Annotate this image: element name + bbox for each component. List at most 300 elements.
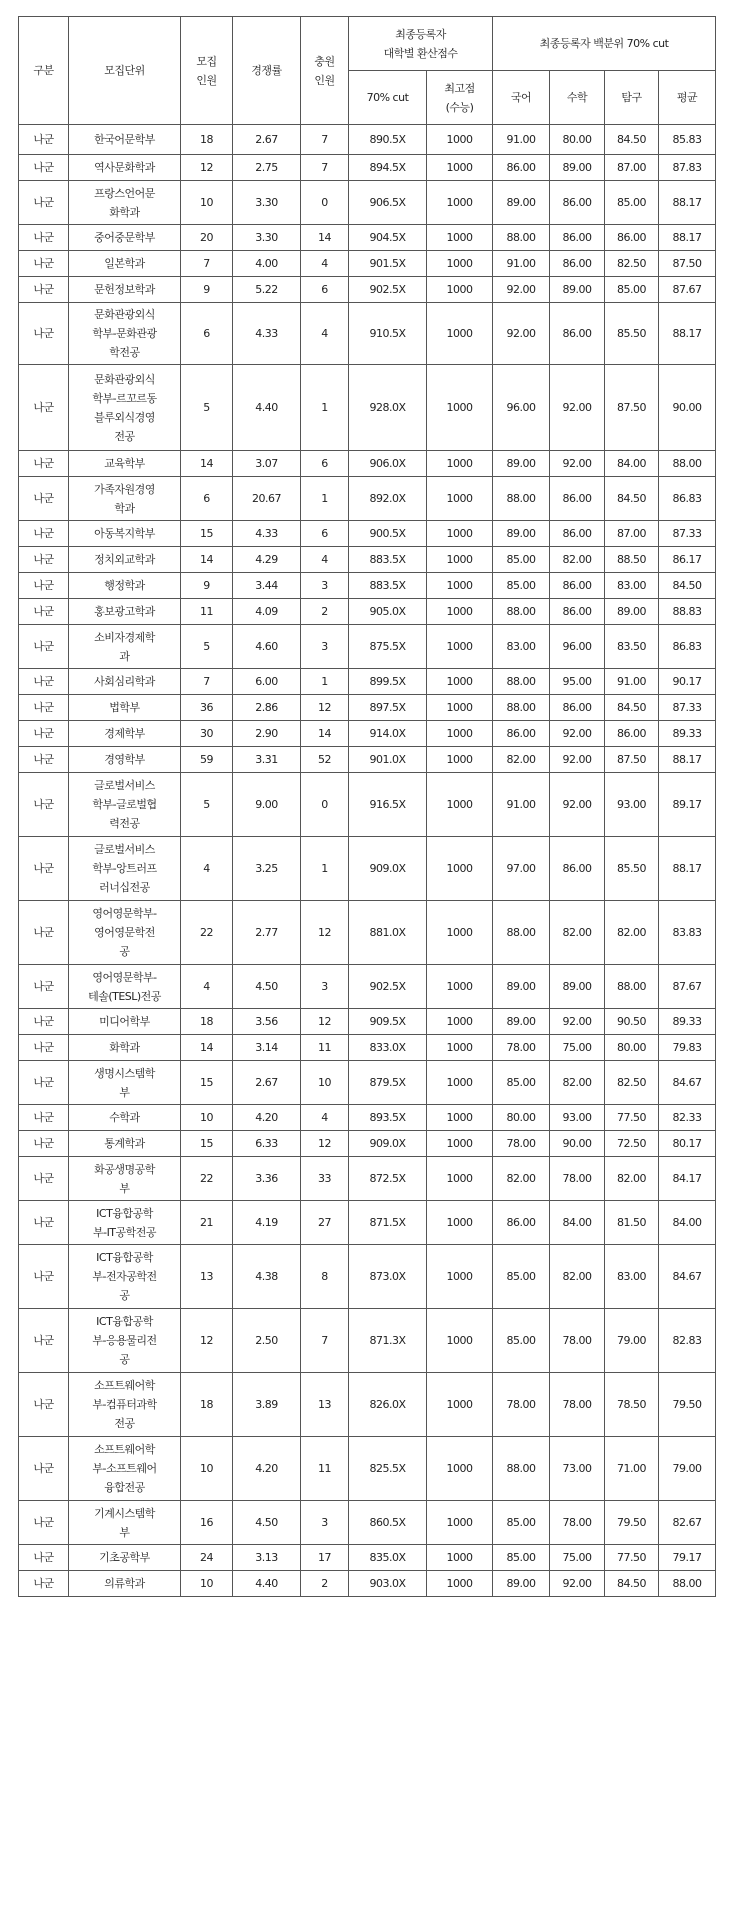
- cell-math: 95.00: [550, 669, 605, 695]
- cell-math: 86.00: [550, 695, 605, 721]
- cell-cut: 883.5X: [349, 547, 427, 573]
- table-row: [19, 599, 716, 625]
- cell-added: 6: [301, 521, 349, 547]
- cell-avg: 89.33: [659, 721, 716, 747]
- cell-added: 1: [301, 669, 349, 695]
- table-row: [19, 225, 716, 251]
- cell-quota: 10: [181, 1571, 233, 1597]
- cell-unit: 영어영문학부- 테솔(TESL)전공: [69, 965, 181, 1009]
- cell-kor: 82.00: [493, 747, 550, 773]
- cell-cut: 894.5X: [349, 155, 427, 181]
- cell-math: 73.00: [550, 1437, 605, 1501]
- cell-avg: 79.50: [659, 1373, 716, 1437]
- cell-math: 92.00: [550, 1571, 605, 1597]
- cell-group: 나군: [19, 599, 69, 625]
- cell-cut: 909.5X: [349, 1009, 427, 1035]
- cell-avg: 88.83: [659, 599, 716, 625]
- cell-unit: 소프트웨어학 부-컴퓨터과학 전공: [69, 1373, 181, 1437]
- cell-inq: 82.00: [605, 1157, 659, 1201]
- cell-cut: 901.0X: [349, 747, 427, 773]
- cell-max: 1000: [427, 1201, 493, 1245]
- cell-rate: 5.22: [233, 277, 301, 303]
- cell-math: 93.00: [550, 1105, 605, 1131]
- cell-avg: 88.00: [659, 1571, 716, 1597]
- cell-math: 78.00: [550, 1501, 605, 1545]
- cell-unit: 경제학부: [69, 721, 181, 747]
- cell-unit: 화공생명공학 부: [69, 1157, 181, 1201]
- cell-unit: 통계학과: [69, 1131, 181, 1157]
- cell-group: 나군: [19, 901, 69, 965]
- cell-rate: 4.60: [233, 625, 301, 669]
- cell-avg: 83.83: [659, 901, 716, 965]
- cell-group: 나군: [19, 1131, 69, 1157]
- cell-kor: 85.00: [493, 547, 550, 573]
- cell-quota: 15: [181, 1131, 233, 1157]
- cell-avg: 79.00: [659, 1437, 716, 1501]
- cell-unit: 가족자원경영 학과: [69, 477, 181, 521]
- cell-cut: 904.5X: [349, 225, 427, 251]
- cell-rate: 20.67: [233, 477, 301, 521]
- cell-quota: 18: [181, 1009, 233, 1035]
- cell-group: 나군: [19, 1157, 69, 1201]
- cell-added: 4: [301, 251, 349, 277]
- cell-added: 13: [301, 1373, 349, 1437]
- cell-kor: 89.00: [493, 1571, 550, 1597]
- cell-max: 1000: [427, 669, 493, 695]
- cell-quota: 59: [181, 747, 233, 773]
- cell-avg: 88.17: [659, 747, 716, 773]
- table-row: [19, 721, 716, 747]
- cell-cut: 879.5X: [349, 1061, 427, 1105]
- cell-math: 78.00: [550, 1157, 605, 1201]
- cell-added: 3: [301, 1501, 349, 1545]
- cell-avg: 90.17: [659, 669, 716, 695]
- cell-cut: 893.5X: [349, 1105, 427, 1131]
- cell-max: 1000: [427, 181, 493, 225]
- cell-cut: 892.0X: [349, 477, 427, 521]
- cell-avg: 89.17: [659, 773, 716, 837]
- cell-math: 86.00: [550, 181, 605, 225]
- cell-quota: 18: [181, 125, 233, 155]
- cell-avg: 84.17: [659, 1157, 716, 1201]
- cell-unit: 교육학부: [69, 451, 181, 477]
- cell-kor: 92.00: [493, 277, 550, 303]
- cell-avg: 82.33: [659, 1105, 716, 1131]
- cell-unit: 생명시스템학 부: [69, 1061, 181, 1105]
- cell-cut: 900.5X: [349, 521, 427, 547]
- cell-inq: 82.50: [605, 1061, 659, 1105]
- cell-inq: 89.00: [605, 599, 659, 625]
- cell-avg: 90.00: [659, 365, 716, 451]
- table-row: [19, 1309, 716, 1373]
- cell-inq: 85.50: [605, 303, 659, 365]
- cell-rate: 3.25: [233, 837, 301, 901]
- cell-group: 나군: [19, 1373, 69, 1437]
- header-max: 최고점 (수능): [427, 71, 493, 125]
- cell-group: 나군: [19, 181, 69, 225]
- cell-math: 92.00: [550, 721, 605, 747]
- cell-inq: 85.50: [605, 837, 659, 901]
- cell-max: 1000: [427, 837, 493, 901]
- cell-inq: 85.00: [605, 181, 659, 225]
- cell-added: 7: [301, 125, 349, 155]
- cell-rate: 3.13: [233, 1545, 301, 1571]
- table-body: [19, 125, 716, 1597]
- cell-unit: 한국어문학부: [69, 125, 181, 155]
- cell-added: 12: [301, 1131, 349, 1157]
- table-row: [19, 901, 716, 965]
- cell-unit: 프랑스언어문 화학과: [69, 181, 181, 225]
- cell-quota: 13: [181, 1245, 233, 1309]
- cell-group: 나군: [19, 303, 69, 365]
- cell-avg: 86.83: [659, 625, 716, 669]
- cell-unit: 글로벌서비스 학부-앙트러프 러너십전공: [69, 837, 181, 901]
- cell-max: 1000: [427, 1035, 493, 1061]
- cell-rate: 9.00: [233, 773, 301, 837]
- cell-cut: 890.5X: [349, 125, 427, 155]
- cell-inq: 84.50: [605, 477, 659, 521]
- cell-cut: 914.0X: [349, 721, 427, 747]
- cell-added: 7: [301, 1309, 349, 1373]
- cell-group: 나군: [19, 573, 69, 599]
- cell-max: 1000: [427, 1131, 493, 1157]
- cell-quota: 15: [181, 1061, 233, 1105]
- cell-inq: 84.50: [605, 125, 659, 155]
- cell-group: 나군: [19, 625, 69, 669]
- cell-added: 8: [301, 1245, 349, 1309]
- cell-avg: 79.17: [659, 1545, 716, 1571]
- cell-group: 나군: [19, 155, 69, 181]
- cell-kor: 85.00: [493, 1501, 550, 1545]
- cell-inq: 93.00: [605, 773, 659, 837]
- cell-math: 78.00: [550, 1309, 605, 1373]
- table-row: [19, 669, 716, 695]
- cell-inq: 79.00: [605, 1309, 659, 1373]
- cell-added: 2: [301, 1571, 349, 1597]
- cell-rate: 4.33: [233, 521, 301, 547]
- header-korean: 국어: [493, 71, 550, 125]
- table-row: [19, 573, 716, 599]
- cell-avg: 82.83: [659, 1309, 716, 1373]
- cell-math: 92.00: [550, 773, 605, 837]
- cell-inq: 82.50: [605, 251, 659, 277]
- cell-kor: 92.00: [493, 303, 550, 365]
- cell-math: 82.00: [550, 1061, 605, 1105]
- cell-avg: 79.83: [659, 1035, 716, 1061]
- cell-rate: 4.09: [233, 599, 301, 625]
- cell-inq: 80.00: [605, 1035, 659, 1061]
- cell-avg: 88.17: [659, 837, 716, 901]
- cell-quota: 5: [181, 365, 233, 451]
- cell-math: 89.00: [550, 277, 605, 303]
- header-unit: 모집단위: [69, 17, 181, 125]
- cell-inq: 90.50: [605, 1009, 659, 1035]
- cell-added: 0: [301, 773, 349, 837]
- header-average: 평균: [659, 71, 716, 125]
- cell-math: 86.00: [550, 477, 605, 521]
- cell-added: 4: [301, 547, 349, 573]
- cell-avg: 82.67: [659, 1501, 716, 1545]
- cell-kor: 88.00: [493, 669, 550, 695]
- cell-unit: 글로벌서비스 학부-글로벌협 력전공: [69, 773, 181, 837]
- cell-max: 1000: [427, 901, 493, 965]
- cell-rate: 2.90: [233, 721, 301, 747]
- cell-math: 90.00: [550, 1131, 605, 1157]
- cell-math: 75.00: [550, 1545, 605, 1571]
- table-row: [19, 125, 716, 155]
- cell-kor: 91.00: [493, 251, 550, 277]
- cell-avg: 87.83: [659, 155, 716, 181]
- cell-added: 4: [301, 303, 349, 365]
- cell-math: 84.00: [550, 1201, 605, 1245]
- header-inquiry: 탐구: [605, 71, 659, 125]
- cell-added: 1: [301, 837, 349, 901]
- cell-rate: 4.50: [233, 965, 301, 1009]
- cell-added: 14: [301, 721, 349, 747]
- cell-kor: 78.00: [493, 1131, 550, 1157]
- cell-cut: 871.5X: [349, 1201, 427, 1245]
- cell-inq: 77.50: [605, 1545, 659, 1571]
- table-row: [19, 181, 716, 225]
- table-row: [19, 747, 716, 773]
- cell-avg: 86.83: [659, 477, 716, 521]
- cell-max: 1000: [427, 547, 493, 573]
- table-row: [19, 365, 716, 451]
- cell-inq: 87.00: [605, 521, 659, 547]
- cell-added: 1: [301, 477, 349, 521]
- cell-max: 1000: [427, 747, 493, 773]
- cell-group: 나군: [19, 1571, 69, 1597]
- cell-unit: 소비자경제학 과: [69, 625, 181, 669]
- cell-group: 나군: [19, 125, 69, 155]
- cell-added: 3: [301, 573, 349, 599]
- cell-group: 나군: [19, 695, 69, 721]
- cell-kor: 88.00: [493, 477, 550, 521]
- cell-max: 1000: [427, 1245, 493, 1309]
- cell-inq: 81.50: [605, 1201, 659, 1245]
- cell-cut: 902.5X: [349, 277, 427, 303]
- cell-max: 1000: [427, 477, 493, 521]
- cell-max: 1000: [427, 251, 493, 277]
- cell-unit: 경영학부: [69, 747, 181, 773]
- table-row: [19, 1501, 716, 1545]
- cell-inq: 86.00: [605, 225, 659, 251]
- cell-group: 나군: [19, 1437, 69, 1501]
- cell-unit: 화학과: [69, 1035, 181, 1061]
- table-row: [19, 477, 716, 521]
- cell-cut: 860.5X: [349, 1501, 427, 1545]
- cell-rate: 6.33: [233, 1131, 301, 1157]
- cell-avg: 87.33: [659, 521, 716, 547]
- cell-quota: 5: [181, 773, 233, 837]
- cell-kor: 88.00: [493, 901, 550, 965]
- table-row: [19, 1545, 716, 1571]
- cell-avg: 86.17: [659, 547, 716, 573]
- table-row: [19, 1131, 716, 1157]
- cell-quota: 30: [181, 721, 233, 747]
- cell-avg: 87.67: [659, 965, 716, 1009]
- cell-avg: 87.33: [659, 695, 716, 721]
- cell-cut: 883.5X: [349, 573, 427, 599]
- cell-max: 1000: [427, 1571, 493, 1597]
- cell-group: 나군: [19, 721, 69, 747]
- cell-kor: 82.00: [493, 1157, 550, 1201]
- cell-added: 52: [301, 747, 349, 773]
- cell-quota: 4: [181, 837, 233, 901]
- cell-kor: 88.00: [493, 1437, 550, 1501]
- table-row: [19, 1105, 716, 1131]
- cell-cut: 916.5X: [349, 773, 427, 837]
- cell-math: 86.00: [550, 303, 605, 365]
- cell-group: 나군: [19, 1105, 69, 1131]
- cell-cut: 897.5X: [349, 695, 427, 721]
- cell-cut: 910.5X: [349, 303, 427, 365]
- cell-quota: 15: [181, 521, 233, 547]
- cell-kor: 86.00: [493, 155, 550, 181]
- cell-kor: 97.00: [493, 837, 550, 901]
- cell-unit: 미디어학부: [69, 1009, 181, 1035]
- cell-unit: 사회심리학과: [69, 669, 181, 695]
- cell-avg: 89.33: [659, 1009, 716, 1035]
- cell-added: 12: [301, 1009, 349, 1035]
- cell-kor: 88.00: [493, 599, 550, 625]
- cell-cut: 909.0X: [349, 837, 427, 901]
- cell-kor: 80.00: [493, 1105, 550, 1131]
- cell-kor: 86.00: [493, 1201, 550, 1245]
- cell-math: 96.00: [550, 625, 605, 669]
- cell-unit: 법학부: [69, 695, 181, 721]
- cell-quota: 22: [181, 1157, 233, 1201]
- cell-cut: 906.0X: [349, 451, 427, 477]
- table-row: [19, 1035, 716, 1061]
- cell-inq: 87.50: [605, 365, 659, 451]
- cell-avg: 88.00: [659, 451, 716, 477]
- cell-kor: 85.00: [493, 1245, 550, 1309]
- cell-rate: 4.38: [233, 1245, 301, 1309]
- table-row: [19, 547, 716, 573]
- cell-inq: 88.00: [605, 965, 659, 1009]
- cell-added: 11: [301, 1437, 349, 1501]
- cell-cut: 826.0X: [349, 1373, 427, 1437]
- cell-unit: 영어영문학부- 영어영문학전 공: [69, 901, 181, 965]
- cell-quota: 9: [181, 573, 233, 599]
- cell-inq: 87.00: [605, 155, 659, 181]
- table-row: [19, 1245, 716, 1309]
- cell-quota: 10: [181, 1437, 233, 1501]
- cell-unit: 의류학과: [69, 1571, 181, 1597]
- cell-rate: 3.44: [233, 573, 301, 599]
- cell-quota: 7: [181, 251, 233, 277]
- cell-kor: 89.00: [493, 181, 550, 225]
- cell-group: 나군: [19, 477, 69, 521]
- cell-kor: 88.00: [493, 225, 550, 251]
- cell-added: 27: [301, 1201, 349, 1245]
- cell-quota: 6: [181, 303, 233, 365]
- cell-math: 92.00: [550, 365, 605, 451]
- cell-added: 6: [301, 277, 349, 303]
- header-rate: 경쟁률: [233, 17, 301, 125]
- cell-rate: 3.14: [233, 1035, 301, 1061]
- cell-group: 나군: [19, 773, 69, 837]
- cell-kor: 85.00: [493, 573, 550, 599]
- cell-inq: 84.00: [605, 451, 659, 477]
- cell-kor: 78.00: [493, 1035, 550, 1061]
- table-row: [19, 1157, 716, 1201]
- cell-max: 1000: [427, 695, 493, 721]
- cell-max: 1000: [427, 1009, 493, 1035]
- cell-added: 14: [301, 225, 349, 251]
- cell-quota: 14: [181, 1035, 233, 1061]
- cell-rate: 3.30: [233, 225, 301, 251]
- cell-math: 86.00: [550, 573, 605, 599]
- cell-quota: 4: [181, 965, 233, 1009]
- cell-added: 11: [301, 1035, 349, 1061]
- cell-cut: 881.0X: [349, 901, 427, 965]
- cell-inq: 84.50: [605, 1571, 659, 1597]
- table-row: [19, 1373, 716, 1437]
- table-row: [19, 773, 716, 837]
- cell-group: 나군: [19, 547, 69, 573]
- cell-quota: 9: [181, 277, 233, 303]
- cell-max: 1000: [427, 965, 493, 1009]
- cell-max: 1000: [427, 451, 493, 477]
- cell-rate: 4.20: [233, 1105, 301, 1131]
- cell-quota: 11: [181, 599, 233, 625]
- cell-cut: 835.0X: [349, 1545, 427, 1571]
- cell-max: 1000: [427, 721, 493, 747]
- cell-rate: 3.30: [233, 181, 301, 225]
- cell-added: 33: [301, 1157, 349, 1201]
- cell-rate: 2.86: [233, 695, 301, 721]
- cell-math: 86.00: [550, 521, 605, 547]
- cell-math: 82.00: [550, 547, 605, 573]
- cell-inq: 88.50: [605, 547, 659, 573]
- cell-kor: 86.00: [493, 721, 550, 747]
- cell-math: 92.00: [550, 1009, 605, 1035]
- cell-cut: 899.5X: [349, 669, 427, 695]
- cell-cut: 901.5X: [349, 251, 427, 277]
- cell-group: 나군: [19, 251, 69, 277]
- table-row: [19, 1061, 716, 1105]
- cell-added: 10: [301, 1061, 349, 1105]
- cell-math: 82.00: [550, 901, 605, 965]
- cell-cut: 909.0X: [349, 1131, 427, 1157]
- cell-kor: 85.00: [493, 1309, 550, 1373]
- cell-unit: 행정학과: [69, 573, 181, 599]
- cell-max: 1000: [427, 125, 493, 155]
- table-row: [19, 251, 716, 277]
- cell-max: 1000: [427, 1373, 493, 1437]
- cell-inq: 78.50: [605, 1373, 659, 1437]
- cell-rate: 4.33: [233, 303, 301, 365]
- cell-max: 1000: [427, 1437, 493, 1501]
- cell-added: 3: [301, 965, 349, 1009]
- cell-quota: 20: [181, 225, 233, 251]
- cell-added: 7: [301, 155, 349, 181]
- cell-inq: 83.00: [605, 573, 659, 599]
- cell-group: 나군: [19, 1501, 69, 1545]
- cell-cut: 905.0X: [349, 599, 427, 625]
- cell-rate: 3.36: [233, 1157, 301, 1201]
- cell-quota: 16: [181, 1501, 233, 1545]
- cell-max: 1000: [427, 303, 493, 365]
- cell-avg: 84.67: [659, 1245, 716, 1309]
- cell-group: 나군: [19, 669, 69, 695]
- table-row: [19, 1009, 716, 1035]
- cell-group: 나군: [19, 1201, 69, 1245]
- cell-cut: 902.5X: [349, 965, 427, 1009]
- cell-quota: 18: [181, 1373, 233, 1437]
